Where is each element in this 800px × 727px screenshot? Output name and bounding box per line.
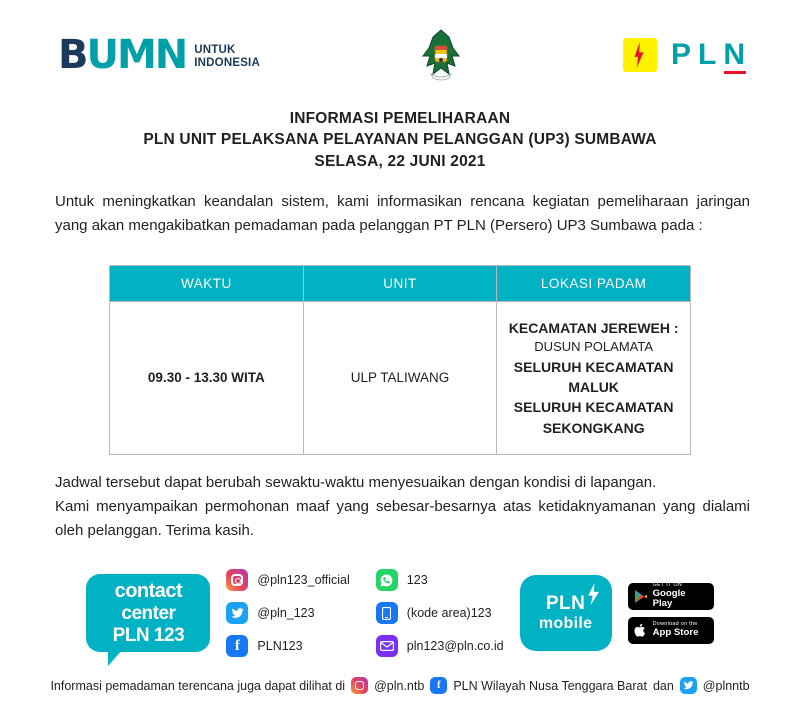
lokasi-line-2: DUSUN POLAMATA (534, 339, 653, 355)
lokasi-line-1: KECAMATAN JEREWEH : (508, 319, 679, 336)
contact-block (0, 569, 800, 657)
outro-text (55, 471, 750, 543)
outro-line-2: Kami menyampaikan permohonan maaf yang sebesar-besarnya atas ketidaknyamanan yang dialami oleh pelanggan. Terima kasih. (55, 498, 750, 540)
contact-whatsapp[interactable] (376, 569, 504, 591)
bumn-tagline (194, 41, 260, 70)
intro-paragraph: Untuk meningkatkan keandalan sistem, kami informasikan rencana kegiatan pemeliharaan jaringan yang akan mengakibatkan pemadaman pada pelanggan PT PLN (Persero) UP3 Sumbawa pada : (55, 193, 750, 235)
twitter-icon (226, 602, 248, 624)
cell-lokasi (497, 301, 691, 454)
contact-center-badge (86, 574, 210, 652)
footer-and: dan (652, 678, 674, 693)
store-badges (628, 583, 714, 644)
contact-instagram-label: @pln123_official (257, 573, 350, 588)
contact-center-line3: PLN 123 (112, 624, 185, 646)
footer-facebook-page[interactable]: PLN Wilayah Nusa Tenggara Barat (453, 678, 647, 693)
cell-unit: ULP TALIWANG (303, 301, 497, 454)
contact-email[interactable] (376, 635, 504, 657)
app-store-big: App Store (652, 626, 699, 638)
channels-column (376, 569, 504, 657)
contact-center-line2: center (121, 602, 176, 624)
contact-center-line1: contact (114, 579, 183, 602)
footer-prefix: Informasi pemadaman terencana juga dapat dilihat di (50, 678, 346, 693)
footer-social-line (0, 677, 800, 694)
contact-phone-label: (kode area)123 (406, 606, 492, 621)
pln-lightning-icon (623, 38, 657, 72)
contact-facebook-label: PLN123 (257, 639, 303, 654)
app-store-small: Download on the (652, 621, 698, 628)
page-title (0, 108, 800, 172)
outro-line-1: Jadwal tersebut dapat berubah sewaktu-waktu menyesuaikan dengan kondisi di lapangan. (55, 474, 657, 492)
pln-mobile-badge (520, 575, 612, 651)
contact-whatsapp-label: 123 (406, 573, 428, 588)
instagram-icon (351, 677, 368, 694)
app-store-badge[interactable] (628, 617, 714, 644)
contact-columns (226, 569, 503, 657)
google-play-text (653, 583, 708, 609)
instagram-icon (226, 569, 248, 591)
whatsapp-icon (376, 569, 398, 591)
contact-twitter-label: @pln_123 (257, 606, 315, 621)
bumn-wordmark-b: B (58, 32, 87, 78)
column-header-lokasi: LOKASI PADAM (497, 265, 691, 301)
phone-icon (376, 602, 398, 624)
title-line-2: PLN UNIT PELAKSANA PELAYANAN PELANGGAN (UP3) SUMBAWA (143, 131, 657, 149)
twitter-icon (680, 677, 697, 694)
contact-instagram[interactable] (226, 569, 349, 591)
pln-mobile-bolt-icon (588, 583, 600, 605)
table-row (110, 301, 691, 454)
contact-email-label: pln123@pln.co.id (406, 639, 504, 654)
footer-twitter-handle[interactable]: @plnntb (702, 678, 750, 693)
pln-mobile-line2: mobile (538, 614, 593, 632)
google-play-icon (634, 589, 648, 604)
bumn-tagline-line1: UNTUK (194, 43, 236, 56)
bumn-logo (58, 32, 260, 78)
pln-wordmark: PLN (671, 38, 752, 71)
facebook-icon: f (430, 677, 447, 694)
email-icon (376, 635, 398, 657)
apple-icon (634, 623, 648, 638)
pln-logo (623, 38, 752, 72)
lokasi-line-3: SELURUH KECAMATAN MALUK (513, 358, 674, 396)
contact-facebook[interactable] (226, 635, 349, 657)
google-play-badge[interactable] (628, 583, 714, 610)
title-line-1: INFORMASI PEMELIHARAAN (289, 110, 511, 127)
contact-phone[interactable] (376, 602, 504, 624)
bumn-wordmark-umn: UMN (86, 32, 187, 78)
schedule-table (109, 265, 691, 455)
google-play-big: Google Play (652, 587, 686, 609)
title-line-3: SELASA, 22 JUNI 2021 (314, 152, 486, 170)
footer-instagram-handle[interactable]: @pln.ntb (374, 678, 425, 693)
column-header-waktu: WAKTU (110, 265, 304, 301)
contact-twitter[interactable] (226, 602, 349, 624)
logo-header (0, 0, 800, 78)
pln-mobile-line1: PLN (545, 592, 586, 614)
column-header-unit: UNIT (303, 265, 497, 301)
cell-waktu: 09.30 - 13.30 WITA (110, 301, 304, 454)
lokasi-line-4: SELURUH KECAMATAN SEKONGKANG (513, 399, 674, 436)
garuda-emblem-icon (418, 27, 464, 83)
social-column (226, 569, 349, 657)
table-header-row (110, 265, 691, 301)
google-play-small: GET IT ON (652, 582, 683, 589)
bumn-wordmark (58, 32, 187, 78)
bumn-tagline-line2: INDONESIA (194, 56, 260, 69)
app-store-text (653, 622, 699, 638)
facebook-icon: f (226, 635, 248, 657)
